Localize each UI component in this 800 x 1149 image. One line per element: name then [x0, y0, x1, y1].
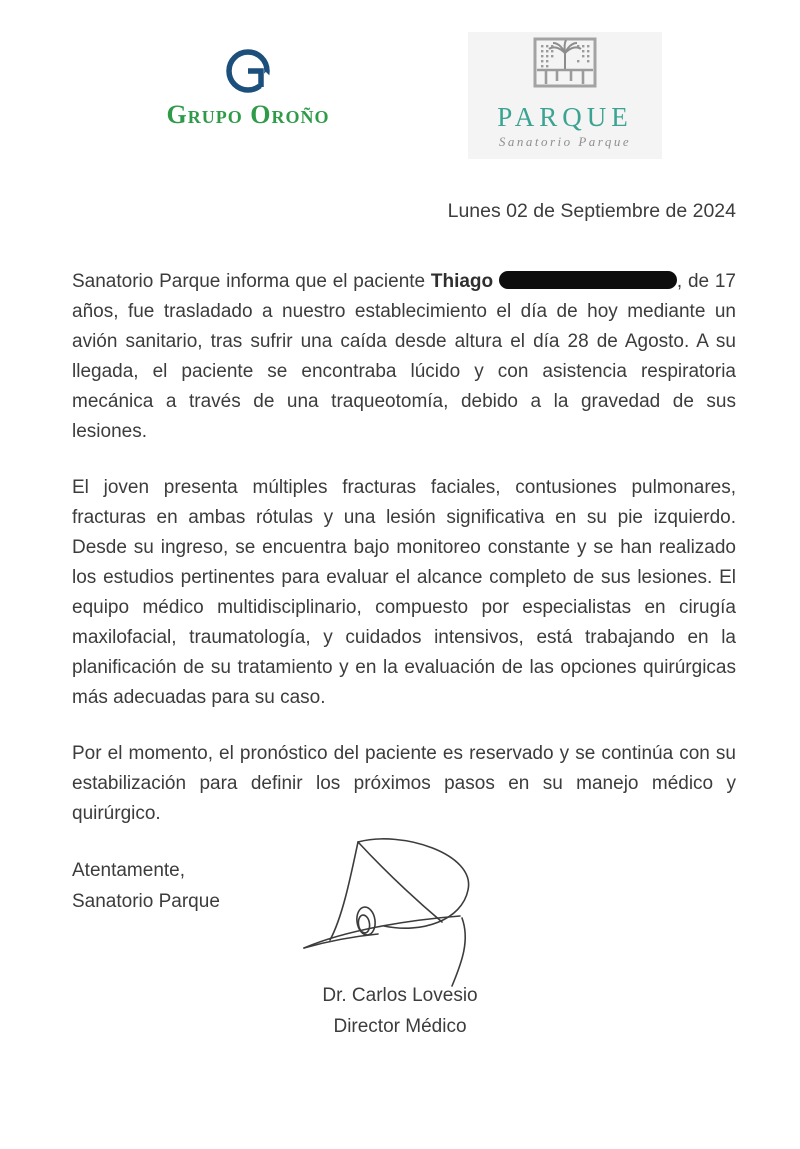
date-line: Lunes 02 de Septiembre de 2024: [447, 200, 736, 222]
paragraph-1: [72, 267, 736, 447]
paragraph-3: Por el momento, el pronóstico del paciente es reservado y se continúa con su estabilización para definir los próximos pasos en su manejo médico y quirúrgico.: [72, 743, 736, 824]
grupo-orono-wordmark: Grupo Oroño: [166, 100, 330, 129]
grupo-orono-logo: [146, 46, 350, 130]
p1-text-after-name: , de 17 años, fue trasladado a nuestro establecimiento el día de hoy mediante un avión sanitario, tras sufrir una caída desde altura el día 28 de Agosto. A su llegada, el paciente se encontraba lúcido y con asistencia respiratoria mecánica a través de una traqueotomía, debido a la gravedad de sus lesiones.: [72, 271, 736, 442]
letterhead: [0, 0, 800, 160]
signature-block: [0, 828, 800, 1042]
closing-salutation: Atentamente,: [72, 860, 186, 881]
patient-first-name: Thiago: [430, 271, 494, 292]
redacted-name-bar: [499, 271, 677, 289]
closing-institution: Sanatorio Parque: [72, 891, 220, 912]
letter-body: [72, 267, 736, 917]
paragraph-2: El joven presenta múltiples fracturas faciales, contusiones pulmonares, fracturas en ambas rótulas y una lesión significativa en su pie izquierdo. Desde su ingreso, se encuentra bajo monitoreo constante y se han realizado los estudios pertinentes para evaluar el alcance completo de sus lesiones. El equipo médico multidisciplinario, compuesto por especialistas en cirugía maxilofacial, traumatología, y cuidados intensivos, está trabajando en la planificación de su tratamiento y en la evaluación de las opciones quirúrgicas más adecuadas para su caso.: [72, 477, 736, 708]
parque-building-palm-icon: [533, 37, 597, 95]
p1-text-before-name: Sanatorio Parque informa que el paciente: [72, 271, 431, 292]
signer-title: Director Médico: [333, 1016, 467, 1037]
handwritten-signature-icon: [280, 828, 520, 988]
sanatorio-parque-logo: [468, 32, 662, 159]
grupo-orono-circle-g-icon: [223, 46, 273, 96]
parque-wordmark: PARQUE: [497, 102, 633, 132]
parque-subtitle: Sanatorio Parque: [498, 134, 632, 149]
signer-name: Dr. Carlos Lovesio: [322, 985, 478, 1006]
